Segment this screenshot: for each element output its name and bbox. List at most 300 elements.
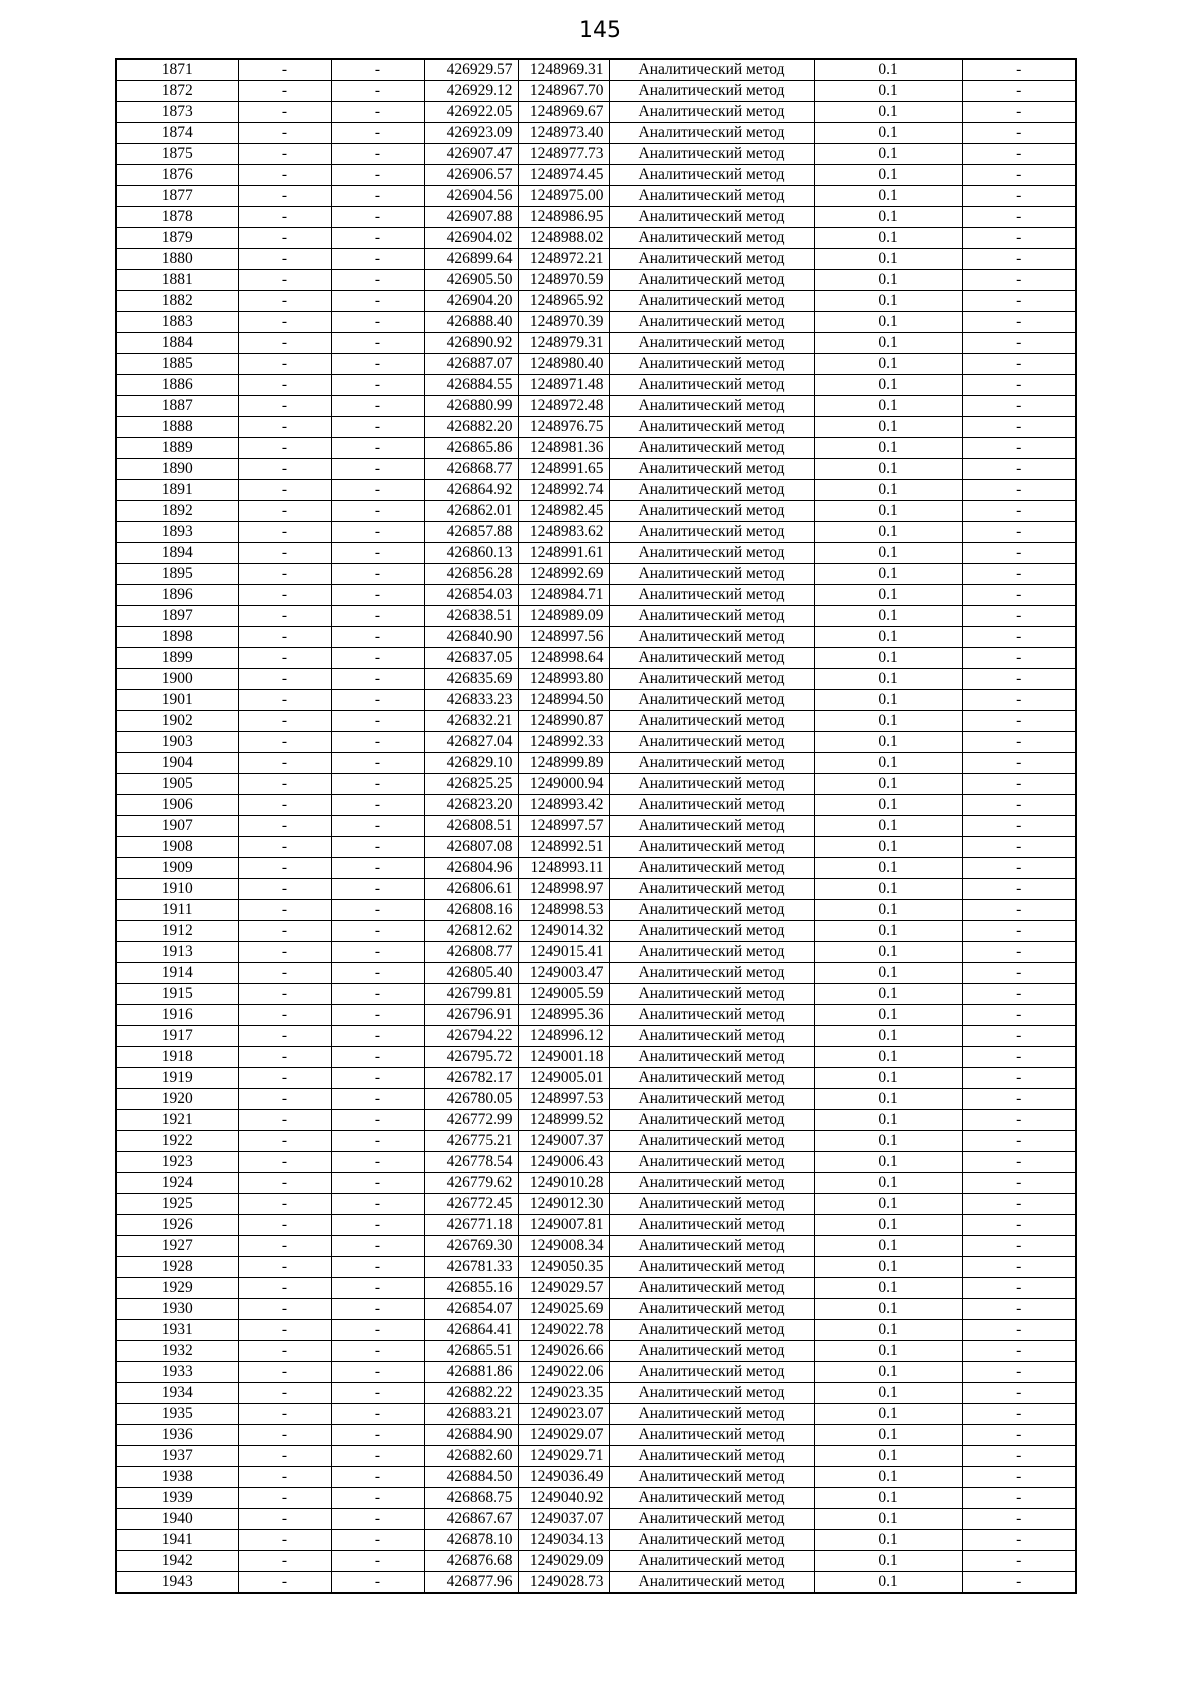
method-cell: Аналитический метод: [609, 501, 814, 522]
point-number-cell: 1936: [116, 1425, 238, 1446]
x-coordinate-cell: 426775.21: [424, 1131, 518, 1152]
table-row: [116, 354, 1076, 375]
table-row: [116, 522, 1076, 543]
accuracy-cell: 0.1: [814, 1446, 962, 1467]
dash-cell: -: [962, 165, 1076, 186]
accuracy-cell: 0.1: [814, 1509, 962, 1530]
y-coordinate-cell: 1249023.35: [518, 1383, 609, 1404]
method-cell: Аналитический метод: [609, 480, 814, 501]
dash-cell: -: [962, 1278, 1076, 1299]
dash-cell: -: [238, 963, 331, 984]
x-coordinate-cell: 426904.20: [424, 291, 518, 312]
y-coordinate-cell: 1248972.48: [518, 396, 609, 417]
accuracy-cell: 0.1: [814, 942, 962, 963]
method-cell: Аналитический метод: [609, 186, 814, 207]
method-cell: Аналитический метод: [609, 1383, 814, 1404]
x-coordinate-cell: 426856.28: [424, 564, 518, 585]
point-number-cell: 1899: [116, 648, 238, 669]
dash-cell: -: [331, 459, 424, 480]
dash-cell: -: [238, 333, 331, 354]
point-number-cell: 1897: [116, 606, 238, 627]
y-coordinate-cell: 1248996.12: [518, 1026, 609, 1047]
dash-cell: -: [238, 1341, 331, 1362]
dash-cell: -: [331, 942, 424, 963]
x-coordinate-cell: 426835.69: [424, 669, 518, 690]
x-coordinate-cell: 426929.57: [424, 59, 518, 81]
x-coordinate-cell: 426832.21: [424, 711, 518, 732]
point-number-cell: 1892: [116, 501, 238, 522]
x-coordinate-cell: 426880.99: [424, 396, 518, 417]
method-cell: Аналитический метод: [609, 984, 814, 1005]
method-cell: Аналитический метод: [609, 585, 814, 606]
accuracy-cell: 0.1: [814, 921, 962, 942]
x-coordinate-cell: 426854.03: [424, 585, 518, 606]
point-number-cell: 1920: [116, 1089, 238, 1110]
dash-cell: -: [331, 375, 424, 396]
method-cell: Аналитический метод: [609, 1362, 814, 1383]
table-row: [116, 123, 1076, 144]
accuracy-cell: 0.1: [814, 354, 962, 375]
dash-cell: -: [962, 1530, 1076, 1551]
y-coordinate-cell: 1248992.69: [518, 564, 609, 585]
accuracy-cell: 0.1: [814, 543, 962, 564]
accuracy-cell: 0.1: [814, 228, 962, 249]
point-number-cell: 1913: [116, 942, 238, 963]
x-coordinate-cell: 426812.62: [424, 921, 518, 942]
dash-cell: -: [238, 795, 331, 816]
table-row: [116, 1110, 1076, 1131]
x-coordinate-cell: 426905.50: [424, 270, 518, 291]
table-row: [116, 942, 1076, 963]
dash-cell: -: [238, 1026, 331, 1047]
accuracy-cell: 0.1: [814, 585, 962, 606]
point-number-cell: 1903: [116, 732, 238, 753]
dash-cell: -: [331, 291, 424, 312]
x-coordinate-cell: 426840.90: [424, 627, 518, 648]
table-row: [116, 921, 1076, 942]
table-row: [116, 1341, 1076, 1362]
x-coordinate-cell: 426780.05: [424, 1089, 518, 1110]
table-row: [116, 102, 1076, 123]
method-cell: Аналитический метод: [609, 1026, 814, 1047]
table-row: [116, 1047, 1076, 1068]
dash-cell: -: [962, 1425, 1076, 1446]
dash-cell: -: [962, 543, 1076, 564]
dash-cell: -: [331, 1404, 424, 1425]
point-number-cell: 1887: [116, 396, 238, 417]
dash-cell: -: [331, 102, 424, 123]
dash-cell: -: [962, 669, 1076, 690]
y-coordinate-cell: 1248997.56: [518, 627, 609, 648]
accuracy-cell: 0.1: [814, 1383, 962, 1404]
dash-cell: -: [238, 1551, 331, 1572]
accuracy-cell: 0.1: [814, 1152, 962, 1173]
table-row: [116, 417, 1076, 438]
point-number-cell: 1912: [116, 921, 238, 942]
y-coordinate-cell: 1249001.18: [518, 1047, 609, 1068]
dash-cell: -: [238, 1530, 331, 1551]
point-number-cell: 1942: [116, 1551, 238, 1572]
dash-cell: -: [238, 417, 331, 438]
dash-cell: -: [331, 753, 424, 774]
dash-cell: -: [962, 711, 1076, 732]
accuracy-cell: 0.1: [814, 1404, 962, 1425]
dash-cell: -: [331, 354, 424, 375]
x-coordinate-cell: 426904.02: [424, 228, 518, 249]
accuracy-cell: 0.1: [814, 627, 962, 648]
point-number-cell: 1882: [116, 291, 238, 312]
method-cell: Аналитический метод: [609, 396, 814, 417]
y-coordinate-cell: 1248974.45: [518, 165, 609, 186]
table-row: [116, 1425, 1076, 1446]
x-coordinate-cell: 426808.77: [424, 942, 518, 963]
method-cell: Аналитический метод: [609, 270, 814, 291]
dash-cell: -: [238, 291, 331, 312]
point-number-cell: 1877: [116, 186, 238, 207]
accuracy-cell: 0.1: [814, 879, 962, 900]
dash-cell: -: [962, 1509, 1076, 1530]
point-number-cell: 1872: [116, 81, 238, 102]
y-coordinate-cell: 1248998.97: [518, 879, 609, 900]
y-coordinate-cell: 1249008.34: [518, 1236, 609, 1257]
method-cell: Аналитический метод: [609, 354, 814, 375]
dash-cell: -: [238, 1173, 331, 1194]
table-row: [116, 1257, 1076, 1278]
table-body: [116, 59, 1076, 1593]
dash-cell: -: [331, 312, 424, 333]
dash-cell: -: [238, 1509, 331, 1530]
dash-cell: -: [962, 585, 1076, 606]
method-cell: Аналитический метод: [609, 1530, 814, 1551]
y-coordinate-cell: 1248970.39: [518, 312, 609, 333]
x-coordinate-cell: 426781.33: [424, 1257, 518, 1278]
accuracy-cell: 0.1: [814, 1551, 962, 1572]
dash-cell: -: [962, 690, 1076, 711]
y-coordinate-cell: 1249006.43: [518, 1152, 609, 1173]
dash-cell: -: [238, 1446, 331, 1467]
dash-cell: -: [238, 1236, 331, 1257]
dash-cell: -: [331, 963, 424, 984]
point-number-cell: 1916: [116, 1005, 238, 1026]
y-coordinate-cell: 1248995.36: [518, 1005, 609, 1026]
dash-cell: -: [238, 858, 331, 879]
accuracy-cell: 0.1: [814, 522, 962, 543]
x-coordinate-cell: 426862.01: [424, 501, 518, 522]
x-coordinate-cell: 426827.04: [424, 732, 518, 753]
method-cell: Аналитический метод: [609, 165, 814, 186]
table-row: [116, 1068, 1076, 1089]
dash-cell: -: [962, 270, 1076, 291]
accuracy-cell: 0.1: [814, 1320, 962, 1341]
dash-cell: -: [331, 1383, 424, 1404]
method-cell: Аналитический метод: [609, 1404, 814, 1425]
dash-cell: -: [331, 543, 424, 564]
table-row: [116, 1530, 1076, 1551]
accuracy-cell: 0.1: [814, 1362, 962, 1383]
dash-cell: -: [238, 480, 331, 501]
dash-cell: -: [331, 1194, 424, 1215]
dash-cell: -: [962, 207, 1076, 228]
point-number-cell: 1886: [116, 375, 238, 396]
table-row: [116, 690, 1076, 711]
y-coordinate-cell: 1248972.21: [518, 249, 609, 270]
dash-cell: -: [238, 81, 331, 102]
dash-cell: -: [238, 1488, 331, 1509]
y-coordinate-cell: 1249023.07: [518, 1404, 609, 1425]
accuracy-cell: 0.1: [814, 123, 962, 144]
accuracy-cell: 0.1: [814, 480, 962, 501]
x-coordinate-cell: 426876.68: [424, 1551, 518, 1572]
dash-cell: -: [962, 564, 1076, 585]
table-row: [116, 81, 1076, 102]
dash-cell: -: [331, 1551, 424, 1572]
table-row: [116, 249, 1076, 270]
dash-cell: -: [331, 1320, 424, 1341]
accuracy-cell: 0.1: [814, 270, 962, 291]
table-row: [116, 1173, 1076, 1194]
y-coordinate-cell: 1249005.59: [518, 984, 609, 1005]
dash-cell: -: [962, 921, 1076, 942]
x-coordinate-cell: 426878.10: [424, 1530, 518, 1551]
point-number-cell: 1895: [116, 564, 238, 585]
method-cell: Аналитический метод: [609, 1278, 814, 1299]
y-coordinate-cell: 1248986.95: [518, 207, 609, 228]
x-coordinate-cell: 426882.22: [424, 1383, 518, 1404]
method-cell: Аналитический метод: [609, 249, 814, 270]
point-number-cell: 1896: [116, 585, 238, 606]
y-coordinate-cell: 1248977.73: [518, 144, 609, 165]
dash-cell: -: [331, 522, 424, 543]
x-coordinate-cell: 426805.40: [424, 963, 518, 984]
y-coordinate-cell: 1248971.48: [518, 375, 609, 396]
dash-cell: -: [331, 501, 424, 522]
dash-cell: -: [331, 1446, 424, 1467]
y-coordinate-cell: 1248993.80: [518, 669, 609, 690]
y-coordinate-cell: 1248988.02: [518, 228, 609, 249]
dash-cell: -: [962, 354, 1076, 375]
point-number-cell: 1904: [116, 753, 238, 774]
point-number-cell: 1937: [116, 1446, 238, 1467]
dash-cell: -: [962, 1194, 1076, 1215]
point-number-cell: 1898: [116, 627, 238, 648]
dash-cell: -: [962, 144, 1076, 165]
dash-cell: -: [962, 1110, 1076, 1131]
method-cell: Аналитический метод: [609, 291, 814, 312]
y-coordinate-cell: 1248979.31: [518, 333, 609, 354]
x-coordinate-cell: 426904.56: [424, 186, 518, 207]
point-number-cell: 1890: [116, 459, 238, 480]
x-coordinate-cell: 426838.51: [424, 606, 518, 627]
dash-cell: -: [238, 1152, 331, 1173]
accuracy-cell: 0.1: [814, 417, 962, 438]
dash-cell: -: [331, 1026, 424, 1047]
dash-cell: -: [962, 1551, 1076, 1572]
dash-cell: -: [962, 1383, 1076, 1404]
x-coordinate-cell: 426778.54: [424, 1152, 518, 1173]
dash-cell: -: [331, 1509, 424, 1530]
table-row: [116, 228, 1076, 249]
method-cell: Аналитический метод: [609, 1446, 814, 1467]
table-row: [116, 1278, 1076, 1299]
table-row: [116, 501, 1076, 522]
x-coordinate-cell: 426884.50: [424, 1467, 518, 1488]
method-cell: Аналитический метод: [609, 1215, 814, 1236]
accuracy-cell: 0.1: [814, 1026, 962, 1047]
accuracy-cell: 0.1: [814, 1110, 962, 1131]
point-number-cell: 1900: [116, 669, 238, 690]
dash-cell: -: [331, 186, 424, 207]
dash-cell: -: [962, 1152, 1076, 1173]
dash-cell: -: [238, 942, 331, 963]
point-number-cell: 1943: [116, 1572, 238, 1594]
method-cell: Аналитический метод: [609, 1089, 814, 1110]
method-cell: Аналитический метод: [609, 144, 814, 165]
point-number-cell: 1927: [116, 1236, 238, 1257]
dash-cell: -: [238, 606, 331, 627]
point-number-cell: 1905: [116, 774, 238, 795]
dash-cell: -: [962, 417, 1076, 438]
point-number-cell: 1878: [116, 207, 238, 228]
table-row: [116, 1152, 1076, 1173]
y-coordinate-cell: 1248991.65: [518, 459, 609, 480]
method-cell: Аналитический метод: [609, 816, 814, 837]
accuracy-cell: 0.1: [814, 165, 962, 186]
dash-cell: -: [962, 375, 1076, 396]
table-row: [116, 900, 1076, 921]
accuracy-cell: 0.1: [814, 1299, 962, 1320]
method-cell: Аналитический метод: [609, 1572, 814, 1594]
x-coordinate-cell: 426923.09: [424, 123, 518, 144]
accuracy-cell: 0.1: [814, 1341, 962, 1362]
accuracy-cell: 0.1: [814, 438, 962, 459]
dash-cell: -: [331, 1299, 424, 1320]
method-cell: Аналитический метод: [609, 606, 814, 627]
point-number-cell: 1917: [116, 1026, 238, 1047]
y-coordinate-cell: 1248999.89: [518, 753, 609, 774]
method-cell: Аналитический метод: [609, 207, 814, 228]
x-coordinate-cell: 426860.13: [424, 543, 518, 564]
dash-cell: -: [331, 606, 424, 627]
method-cell: Аналитический метод: [609, 690, 814, 711]
dash-cell: -: [962, 1173, 1076, 1194]
dash-cell: -: [962, 1341, 1076, 1362]
dash-cell: -: [962, 942, 1076, 963]
y-coordinate-cell: 1248983.62: [518, 522, 609, 543]
point-number-cell: 1873: [116, 102, 238, 123]
method-cell: Аналитический метод: [609, 102, 814, 123]
point-number-cell: 1925: [116, 1194, 238, 1215]
accuracy-cell: 0.1: [814, 795, 962, 816]
accuracy-cell: 0.1: [814, 753, 962, 774]
method-cell: Аналитический метод: [609, 963, 814, 984]
table-row: [116, 207, 1076, 228]
y-coordinate-cell: 1249022.78: [518, 1320, 609, 1341]
dash-cell: -: [238, 1425, 331, 1446]
dash-cell: -: [962, 1215, 1076, 1236]
x-coordinate-cell: 426804.96: [424, 858, 518, 879]
dash-cell: -: [962, 59, 1076, 81]
dash-cell: -: [238, 144, 331, 165]
point-number-cell: 1893: [116, 522, 238, 543]
method-cell: Аналитический метод: [609, 900, 814, 921]
y-coordinate-cell: 1249029.71: [518, 1446, 609, 1467]
accuracy-cell: 0.1: [814, 1047, 962, 1068]
table-row: [116, 732, 1076, 753]
table-row: [116, 1488, 1076, 1509]
point-number-cell: 1902: [116, 711, 238, 732]
accuracy-cell: 0.1: [814, 1068, 962, 1089]
dash-cell: -: [962, 1488, 1076, 1509]
x-coordinate-cell: 426823.20: [424, 795, 518, 816]
table-row: [116, 1026, 1076, 1047]
point-number-cell: 1941: [116, 1530, 238, 1551]
dash-cell: -: [331, 1173, 424, 1194]
point-number-cell: 1880: [116, 249, 238, 270]
table-row: [116, 1467, 1076, 1488]
method-cell: Аналитический метод: [609, 711, 814, 732]
accuracy-cell: 0.1: [814, 816, 962, 837]
method-cell: Аналитический метод: [609, 312, 814, 333]
y-coordinate-cell: 1248982.45: [518, 501, 609, 522]
method-cell: Аналитический метод: [609, 417, 814, 438]
x-coordinate-cell: 426882.20: [424, 417, 518, 438]
x-coordinate-cell: 426769.30: [424, 1236, 518, 1257]
point-number-cell: 1879: [116, 228, 238, 249]
dash-cell: -: [962, 1467, 1076, 1488]
y-coordinate-cell: 1249026.66: [518, 1341, 609, 1362]
point-number-cell: 1923: [116, 1152, 238, 1173]
table-row: [116, 1383, 1076, 1404]
accuracy-cell: 0.1: [814, 291, 962, 312]
point-number-cell: 1874: [116, 123, 238, 144]
dash-cell: -: [331, 165, 424, 186]
method-cell: Аналитический метод: [609, 1110, 814, 1131]
method-cell: Аналитический метод: [609, 669, 814, 690]
table-row: [116, 1005, 1076, 1026]
method-cell: Аналитический метод: [609, 1131, 814, 1152]
y-coordinate-cell: 1248997.53: [518, 1089, 609, 1110]
x-coordinate-cell: 426864.92: [424, 480, 518, 501]
table-row: [116, 648, 1076, 669]
dash-cell: -: [238, 270, 331, 291]
dash-cell: -: [962, 1089, 1076, 1110]
y-coordinate-cell: 1249010.28: [518, 1173, 609, 1194]
accuracy-cell: 0.1: [814, 1173, 962, 1194]
table-row: [116, 837, 1076, 858]
accuracy-cell: 0.1: [814, 564, 962, 585]
dash-cell: -: [962, 1362, 1076, 1383]
dash-cell: -: [962, 228, 1076, 249]
table-row: [116, 186, 1076, 207]
accuracy-cell: 0.1: [814, 963, 962, 984]
dash-cell: -: [962, 123, 1076, 144]
dash-cell: -: [238, 102, 331, 123]
x-coordinate-cell: 426868.77: [424, 459, 518, 480]
dash-cell: -: [331, 1131, 424, 1152]
table-row: [116, 333, 1076, 354]
dash-cell: -: [331, 711, 424, 732]
dash-cell: -: [238, 774, 331, 795]
table-row: [116, 1236, 1076, 1257]
accuracy-cell: 0.1: [814, 59, 962, 81]
dash-cell: -: [331, 1530, 424, 1551]
y-coordinate-cell: 1248965.92: [518, 291, 609, 312]
point-number-cell: 1881: [116, 270, 238, 291]
dash-cell: -: [331, 1068, 424, 1089]
method-cell: Аналитический метод: [609, 459, 814, 480]
dash-cell: -: [962, 501, 1076, 522]
dash-cell: -: [238, 1278, 331, 1299]
